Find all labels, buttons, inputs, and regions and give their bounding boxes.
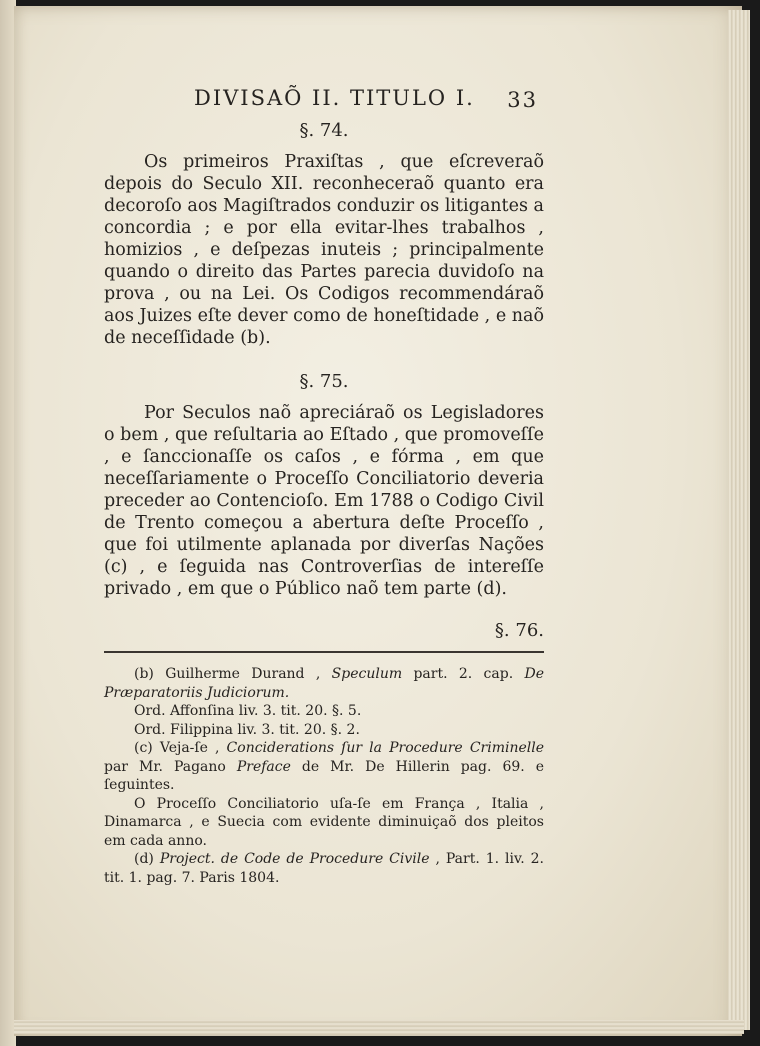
running-title: DIVISAÕ II. TITULO I.	[194, 86, 475, 110]
paragraph-74: Os primeiros Praxiſtas , que eſcreveraõ depois do Seculo XII. reconheceraõ quanto era decoroſo aos Magiſtrados conduzir os litigantes a concordia ; e por ella evitar-lhes trabalhos , homizios , e deſpezas inuteis ; principalmente quando o direito das Partes parecia duvidoſo na prova , ou na Lei. Os Codigos recommendáraõ aos Juizes eſte dever como de honeſtidade , e naõ de neceſſidade (b).	[104, 152, 544, 348]
running-header	[104, 86, 544, 116]
page-stack-edge	[728, 10, 750, 1030]
footnote-d: (d) Project. de Code de Procedure Civile , Part. 1. liv. 2. tit. 1. pag. 7. Paris 1804.	[104, 851, 544, 886]
page-content	[104, 86, 544, 887]
footnote-rule	[104, 651, 544, 653]
section-mark-75: §. 75.	[299, 371, 349, 392]
footnote-b-ord-affonsina: Ord. Affonſina liv. 3. tit. 20. §. 5.	[134, 703, 362, 719]
footnote-b: (b) Guilherme Durand , Speculum part. 2. cap. De Præparatoriis Judiciorum.	[104, 666, 544, 701]
catchword: §. 76.	[494, 620, 544, 641]
footnote-c: (c) Veja-ſe , Conciderations ſur la Procedure Criminelle par Mr. Pagano Preface de Mr. De Hillerin pag. 69. e ſeguintes.	[104, 740, 545, 793]
page-number: 33	[507, 88, 538, 112]
footnote-c-continued: O Proceſſo Conciliatorio uſa-ſe em França , Italia , Dinamarca , e Suecia com evidente diminuiçaõ dos pleitos em cada anno.	[104, 795, 544, 849]
footnote-b-ord-filippina: Ord. Filippina liv. 3. tit. 20. §. 2.	[134, 721, 360, 738]
paragraph-75: Por Seculos naõ apreciáraõ os Legisladores o bem , que reſultaria ao Eſtado , que promoveſſe , e ſanccionaſſe os caſos , e fórma , em que neceſſariamente o Proceſſo Conciliatorio deveria preceder ao Contencioſo. Em 1788 o Codigo Civil de Trento começou a abertura deſte Proceſſo , que foi utilmente aplanada por diverſas Nações (c) , e ſeguida nas Controverſias de intereſſe privado , em que o Público naõ tem parte (d).	[104, 403, 544, 599]
section-mark-74: §. 74.	[299, 120, 349, 141]
page-stack-bottom	[14, 1020, 744, 1034]
